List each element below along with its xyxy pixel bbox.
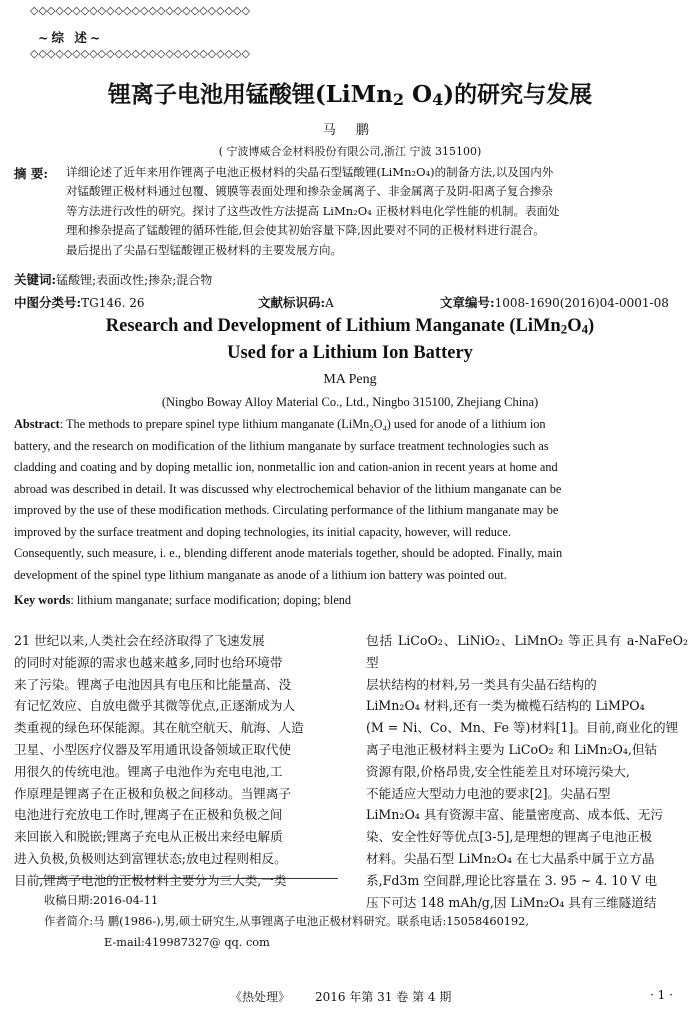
abstract-en xyxy=(14,414,686,586)
body-line: 系,Fd3m 空间群,理论比容量在 3. 95 ~ 4. 10 V 电 xyxy=(366,872,658,888)
body-line: LiMn₂O₄ 材料,还有一类为橄榄石结构的 LiMPO₄ xyxy=(366,698,645,714)
document-code: 文献标识码:A xyxy=(258,295,334,310)
affiliation-cn: ( 宁波博威合金材料股份有限公司,浙江 宁波 315100) xyxy=(218,145,482,158)
keywords-cn-text: 锰酸锂;表面改性;掺杂;混合物 xyxy=(56,273,213,287)
footnote-divider xyxy=(38,878,338,879)
abstract-en-line: : The methods to prepare spinel type lithium manganate (LiMn₂O₄) used for anode of a lithium ion xyxy=(59,417,546,431)
body-line: 材料。尖晶石型 LiMn₂O₄ 在七大晶系中属于立方晶 xyxy=(366,850,655,866)
body-line: 有记忆效应、自放电微乎其微等优点,正逐渐成为人 xyxy=(14,698,296,714)
body-line: 资源有限,价格昂贵,安全性能差且对环境污染大, xyxy=(366,763,630,779)
issue-info: 2016 年第 31 卷 第 4 期 xyxy=(315,990,452,1004)
abstract-en-line: cladding and coating and by doping metallic ion, nonmetallic ion and cation-anion in recent years at home and xyxy=(14,460,558,474)
body-line: 21 世纪以来,人类社会在经济取得了飞速发展 xyxy=(14,633,265,648)
body-line: 类重视的绿色环保能源。其在航空航天、航海、人造 xyxy=(14,720,304,736)
keywords-cn-label: 关键词: xyxy=(14,272,57,287)
paper-title-en-line2: Used for a Lithium Ion Battery xyxy=(227,343,473,363)
body-column-right xyxy=(366,630,688,913)
body-line: 染、安全性好等优点[3-5],是理想的锂离子电池正极 xyxy=(366,829,652,845)
decorative-border-bottom: ◇◇◇◇◇◇◇◇◇◇◇◇◇◇◇◇◇◇◇◇◇◇◇◇◇◇ xyxy=(30,47,250,60)
body-line: 来回嵌入和脱嵌;锂离子充电从正极出来经电解质 xyxy=(14,829,283,845)
abstract-cn-line: 对锰酸锂正极材料通过包覆、镀膜等表面处理和掺杂金属离子、非金属离子及阴-阳离子复合掺杂 xyxy=(66,184,553,199)
article-number: 文章编号:1008-1690(2016)04-0001-08 xyxy=(440,295,669,310)
abstract-en-line: battery, and the research on modification of the lithium manganate by surface treatment technologies such as xyxy=(14,438,549,453)
abstract-cn-line: 等方法进行改性的研究。探讨了这些改性方法提高 LiMn₂O₄ 正极材料电化学性能的机制。表面处 xyxy=(66,203,560,218)
body-line: 不能适应大型动力电池的要求[2]。尖晶石型 xyxy=(366,785,611,801)
author-name-en: MA Peng xyxy=(323,372,377,387)
body-line: 进入负极,负极则达到富锂状态;放电过程则相反。 xyxy=(14,850,287,866)
abstract-en-line: development of the spinel type lithium manganate as anode of a lithium ion battery was pointed out. xyxy=(14,567,507,582)
decorative-border-top: ◇◇◇◇◇◇◇◇◇◇◇◇◇◇◇◇◇◇◇◇◇◇◇◇◇◇ xyxy=(30,4,250,17)
body-line: 目前,锂离子电池的正极材料主要分为三大类,一类 xyxy=(14,872,287,888)
abstract-cn-line: 详细论述了近年来用作锂离子电池正极材料的尖晶石型锰酸锂(LiMn₂O₄)的制备方法,以及国内外 xyxy=(66,165,554,179)
body-line: 包括 LiCoO₂、LiNiO₂、LiMnO₂ 等正具有 a-NaFeO₂ 型 xyxy=(366,633,688,670)
section-label: ~综 述~ xyxy=(38,30,104,45)
keywords-cn xyxy=(14,270,212,288)
body-line: 压下可达 148 mAh/g,因 LiMn₂O₄ 具有三维隧道结 xyxy=(366,894,657,910)
body-line: 作原理是锂离子在正极和负极之间移动。当锂离子 xyxy=(14,785,292,801)
body-line: 卫星、小型医疗仪器及军用通讯设备领域正取代使 xyxy=(14,741,292,757)
abstract-cn xyxy=(66,163,686,260)
body-line: 来了污染。锂离子电池因具有电压和比能量高、没 xyxy=(14,676,292,692)
abstract-en-label: Abstract xyxy=(14,417,60,431)
abstract-en-line: abroad was described in detail. It was discussed why electrochemical behavior of the lithium manganate can be xyxy=(14,481,562,496)
page-number: · 1 · xyxy=(650,988,673,1002)
keywords-en xyxy=(14,590,351,612)
journal-name: 《热处理》 xyxy=(230,990,291,1004)
abstract-cn-line: 理和掺杂提高了锰酸锂的循环性能,但会使其初始容量下降,因此要对不同的正极材料进行混合。 xyxy=(66,223,545,238)
body-line: LiMn₂O₄ 具有资源丰富、能量密度高、成本低、无污 xyxy=(366,807,664,823)
keywords-en-text: : lithium manganate; surface modification; doping; blend xyxy=(70,593,352,607)
body-line: 层状结构的材料,另一类具有尖晶石结构的 xyxy=(366,676,597,692)
abstract-cn-line: 最后提出了尖晶石型锰酸锂正极材料的主要发展方向。 xyxy=(66,242,342,257)
footnote-author-bio: 作者简介:马 鹏(1986-),男,硕士研究生,从事锂离子电池正极材料研究。联系电话:15058460192, xyxy=(44,915,529,928)
keywords-en-label: Key words xyxy=(14,593,71,607)
paper-title-en-line1: Research and Development of Lithium Manganate $(LiMn_2O_4)$ xyxy=(105,316,595,337)
body-line: (M = Ni、Co、Mn、Fe 等)材料[1]。目前,商业化的锂 xyxy=(366,720,679,736)
abstract-en-line: Consequently, such measure, i. e., blending different anode materials together, should be adopted. Finally, main xyxy=(14,546,563,560)
abstract-en-line: improved by the surface treatment and doping technologies, its initial capacity, however, will reduce. xyxy=(14,524,511,539)
abstract-en-line: improved by the use of these modification methods. Circulating performance of the lithium manganate may be xyxy=(14,503,559,517)
paper-title-cn: 锂离子电池用锰酸锂(LiMn$_2$ $O_4$)的研究与发展 xyxy=(107,81,593,110)
body-column-left xyxy=(14,630,336,892)
footnote-email: E-mail:419987327@ qq. com xyxy=(104,936,270,949)
abstract-cn-label: 摘 要: xyxy=(14,166,48,181)
affiliation-en: (Ningbo Boway Alloy Material Co., Ltd., Ningbo 315100, Zhejiang China) xyxy=(161,395,539,409)
footnote-received-date: 收稿日期:2016-04-11 xyxy=(44,894,159,907)
body-line: 离子电池正极材料主要为 LiCoO₂ 和 LiMn₂O₄,但钴 xyxy=(366,741,658,757)
clc-number: 中图分类号:TG146. 26 xyxy=(14,295,145,310)
body-line: 用很久的传统电池。锂离子电池作为充电电池,工 xyxy=(14,763,283,779)
body-line: 的同时对能源的需求也越来越多,同时也给环境带 xyxy=(14,654,283,670)
body-line: 电池进行充放电工作时,锂离子在正极和负极之间 xyxy=(14,807,283,823)
author-name-cn: 马 鹏 xyxy=(322,123,378,138)
